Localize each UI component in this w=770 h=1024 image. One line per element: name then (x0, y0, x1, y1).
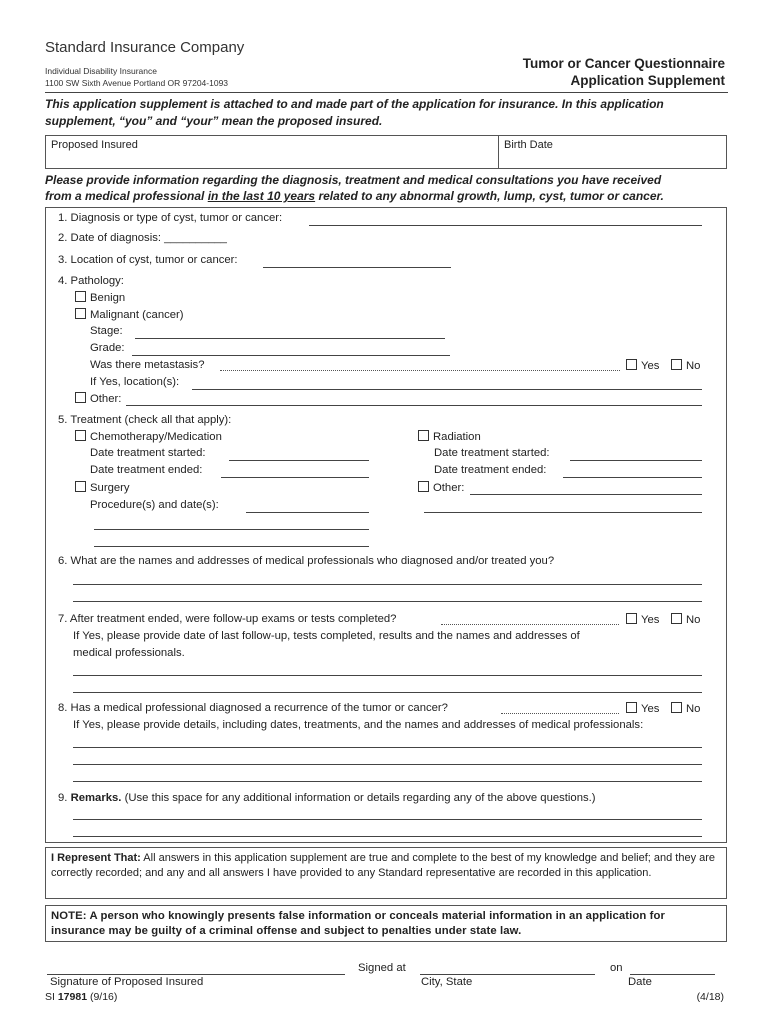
q6-line-2[interactable] (73, 601, 702, 602)
grade-line[interactable] (132, 355, 450, 356)
radiation-started-label: Date treatment started: (434, 447, 550, 459)
procedures-line[interactable] (246, 512, 369, 513)
checkbox-icon[interactable] (75, 430, 86, 441)
pathology-other-option[interactable]: Other: (75, 392, 121, 405)
chemo-option[interactable]: Chemotherapy/Medication (75, 430, 222, 443)
leader-dots (441, 624, 619, 625)
q8-line-2[interactable] (73, 764, 702, 765)
q7-detail-line1: If Yes, please provide date of last follow-up, tests completed, results and the names and addresses of (73, 630, 580, 642)
q3-answer-line[interactable] (263, 267, 451, 268)
q7-label: 7. After treatment ended, were follow-up exams or tests completed? (58, 613, 397, 625)
stage-line[interactable] (135, 338, 445, 339)
proposed-insured-label: Proposed Insured (51, 139, 138, 151)
insured-info-box (45, 135, 727, 169)
treatment-other-line-2[interactable] (424, 512, 702, 513)
signature-label: Signature of Proposed Insured (50, 976, 204, 988)
checkbox-icon[interactable] (75, 392, 86, 403)
checkbox-icon[interactable] (626, 702, 637, 713)
radiation-ended-label: Date treatment ended: (434, 464, 547, 476)
checkbox-icon[interactable] (626, 613, 637, 624)
checkbox-icon[interactable] (671, 702, 682, 713)
treatment-other-option[interactable]: Other: (418, 481, 464, 494)
radiation-option[interactable]: Radiation (418, 430, 481, 443)
checkbox-icon[interactable] (671, 613, 682, 624)
malignant-option[interactable]: Malignant (cancer) (75, 308, 184, 321)
metastasis-label: Was there metastasis? (90, 359, 205, 371)
date-line[interactable] (630, 974, 715, 975)
metastasis-yes[interactable]: Yes (626, 359, 659, 372)
q7-detail-line2: medical professionals. (73, 647, 185, 659)
form-number: SI 17981 (9/16) (45, 991, 118, 1003)
company-address: 1100 SW Sixth Avenue Portland OR 97204-1093 (45, 78, 229, 88)
checkbox-icon[interactable] (75, 308, 86, 319)
form-title: Tumor or Cancer Questionnaire (522, 56, 725, 71)
signature-line[interactable] (47, 974, 345, 975)
locations-line[interactable] (192, 389, 702, 390)
q2-label: 2. Date of diagnosis: __________ (58, 232, 227, 244)
chemo-ended-line[interactable] (221, 477, 369, 478)
checkbox-icon[interactable] (75, 291, 86, 302)
q9-label: 9. Remarks. (Use this space for any additional information or details regarding any of the above questions.) (58, 792, 596, 804)
signed-at-label: Signed at (358, 962, 406, 974)
q7-line-1[interactable] (73, 675, 702, 676)
checkbox-icon[interactable] (671, 359, 682, 370)
city-state-line[interactable] (420, 974, 595, 975)
birth-date-field[interactable] (502, 152, 722, 166)
q6-label: 6. What are the names and addresses of medical professionals who diagnosed and/or treated you? (58, 555, 555, 567)
checkbox-icon[interactable] (75, 481, 86, 492)
surgery-option[interactable]: Surgery (75, 481, 130, 494)
header-rule (45, 92, 728, 93)
procedures-line-2[interactable] (94, 529, 369, 530)
q8-label: 8. Has a medical professional diagnosed a recurrence of the tumor or cancer? (58, 702, 448, 714)
q3-label: 3. Location of cyst, tumor or cancer: (58, 254, 238, 266)
revision-date: (4/18) (696, 991, 724, 1003)
legal-notice-box: NOTE: A person who knowingly presents false information or conceals material information in an application for insurance may be guilty of a criminal offense and subject to penalties under state law. (45, 905, 727, 942)
leader-dots (220, 370, 620, 371)
radiation-started-line[interactable] (570, 460, 702, 461)
q7-yes[interactable]: Yes (626, 613, 659, 626)
q8-line-1[interactable] (73, 747, 702, 748)
benign-option[interactable]: Benign (75, 291, 125, 304)
chemo-started-line[interactable] (229, 460, 369, 461)
grade-label: Grade: (90, 342, 125, 354)
stage-label: Stage: (90, 325, 123, 337)
form-subtitle: Application Supplement (570, 73, 725, 88)
q1-answer-line[interactable] (309, 225, 702, 226)
q4-label: 4. Pathology: (58, 275, 124, 287)
q8-line-3[interactable] (73, 781, 702, 782)
chemo-started-label: Date treatment started: (90, 447, 206, 459)
questionnaire-box (45, 207, 727, 843)
checkbox-icon[interactable] (418, 481, 429, 492)
on-label: on (610, 962, 623, 974)
q9-line-1[interactable] (73, 819, 702, 820)
metastasis-no[interactable]: No (671, 359, 700, 372)
intro-text: This application supplement is attached to and made part of the application for insurance. In this application supplement, “you” and “your” mean the proposed insured. (45, 97, 664, 128)
representation-box: I Represent That: All answers in this application supplement are true and complete to the best of my knowledge and belief; and they are correctly recorded; and any and all answers I have provided to any Standard representative are recorded in this application. (45, 847, 727, 899)
division-name: Individual Disability Insurance (45, 66, 157, 76)
leader-dots (501, 713, 619, 714)
q7-no[interactable]: No (671, 613, 700, 626)
pathology-other-line[interactable] (126, 405, 702, 406)
q1-label: 1. Diagnosis or type of cyst, tumor or cancer: (58, 212, 283, 224)
procedures-label: Procedure(s) and date(s): (90, 499, 219, 511)
instructions-text: Please provide information regarding the diagnosis, treatment and medical consultations you have received from a medical professional in the last 10 years related to any abnormal growth, lump, cyst, tumor or cancer. (45, 173, 664, 203)
procedures-line-3[interactable] (94, 546, 369, 547)
birth-date-label: Birth Date (504, 139, 553, 151)
city-state-label: City, State (421, 976, 473, 988)
checkbox-icon[interactable] (418, 430, 429, 441)
treatment-other-line[interactable] (470, 494, 702, 495)
q5-label: 5. Treatment (check all that apply): (58, 414, 232, 426)
locations-label: If Yes, location(s): (90, 376, 180, 388)
q6-line-1[interactable] (73, 584, 702, 585)
checkbox-icon[interactable] (626, 359, 637, 370)
q8-detail: If Yes, please provide details, including dates, treatments, and the names and addresses of medical professionals: (73, 719, 644, 731)
q8-yes[interactable]: Yes (626, 702, 659, 715)
proposed-insured-field[interactable] (48, 152, 496, 166)
q7-line-2[interactable] (73, 692, 702, 693)
chemo-ended-label: Date treatment ended: (90, 464, 203, 476)
q9-line-2[interactable] (73, 836, 702, 837)
radiation-ended-line[interactable] (563, 477, 702, 478)
date-label: Date (628, 976, 652, 988)
q8-no[interactable]: No (671, 702, 700, 715)
company-name: Standard Insurance Company (45, 39, 245, 56)
